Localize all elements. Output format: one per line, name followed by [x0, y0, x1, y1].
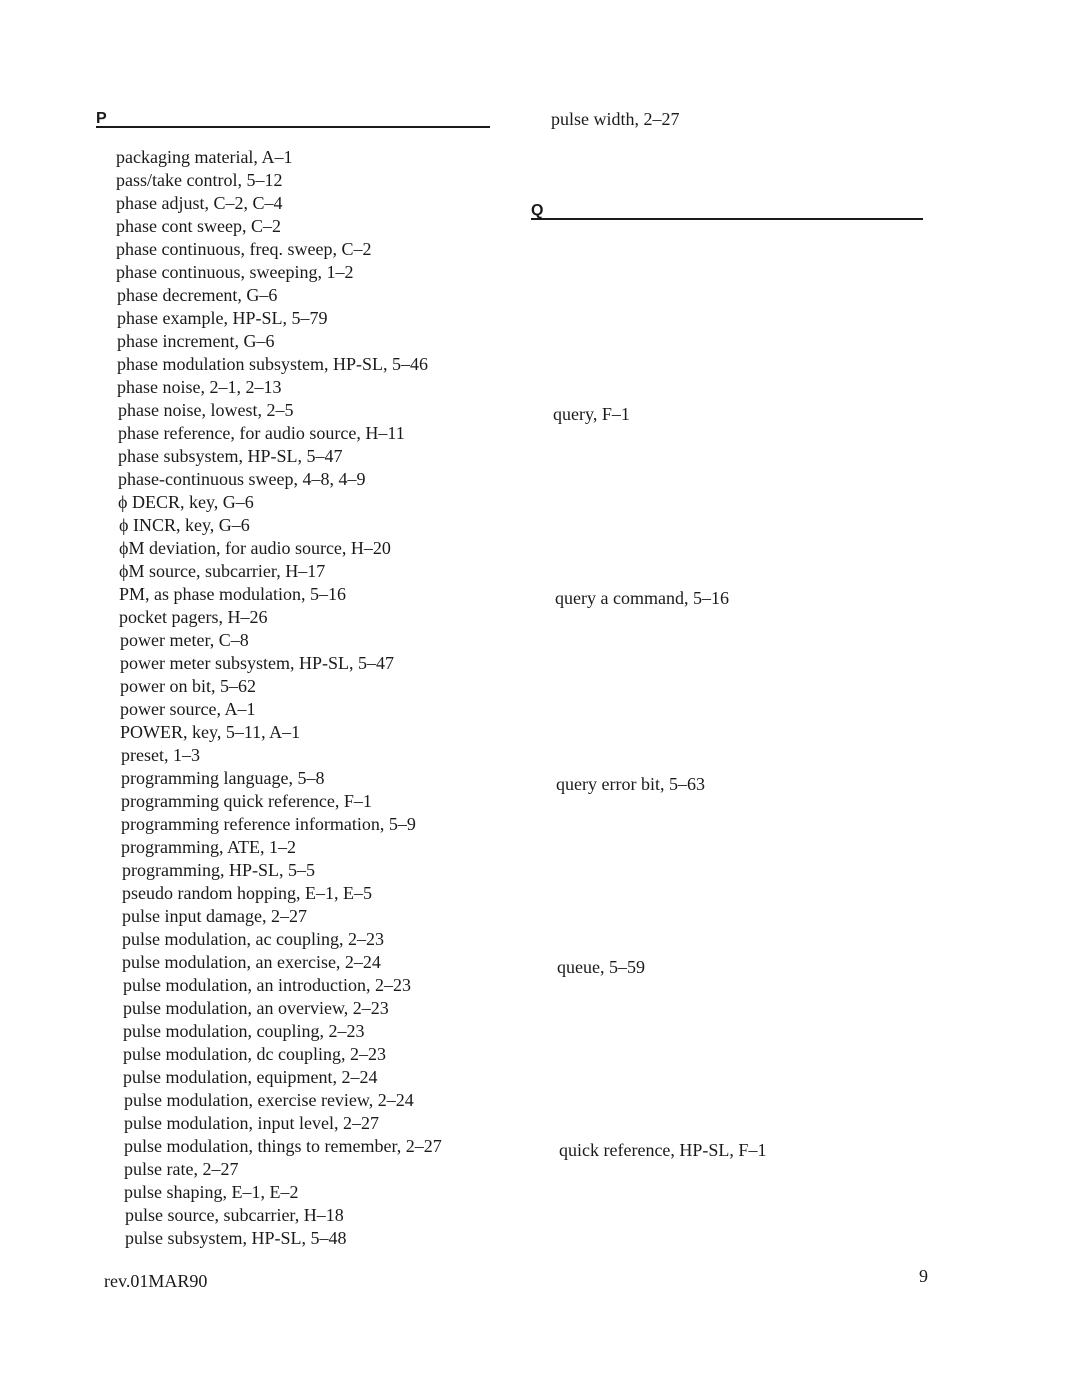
- index-entry: query a command, 5–16: [555, 588, 729, 608]
- index-entry: phase reference, for audio source, H–11: [118, 423, 405, 443]
- page-number: 9: [919, 1266, 928, 1286]
- index-entry: POWER, key, 5–11, A–1: [120, 722, 301, 742]
- index-entry: preset, 1–3: [121, 745, 200, 765]
- index-entry: programming reference information, 5–9: [121, 814, 416, 834]
- index-entry: ϕM source, subcarrier, H–17: [119, 561, 326, 581]
- index-entry: queue, 5–59: [557, 957, 645, 977]
- index-entry: phase example, HP-SL, 5–79: [117, 308, 328, 328]
- index-entry: programming language, 5–8: [121, 768, 325, 788]
- index-entry: pass/take control, 5–12: [116, 170, 283, 190]
- index-entry: ϕM deviation, for audio source, H–20: [119, 538, 391, 558]
- index-entry: query error bit, 5–63: [556, 774, 705, 794]
- index-entry: phase noise, 2–1, 2–13: [117, 377, 282, 397]
- index-entry: pulse modulation, equipment, 2–24: [123, 1067, 378, 1087]
- section-heading-p: P: [96, 110, 107, 127]
- index-entry: phase cont sweep, C–2: [116, 216, 281, 236]
- index-entry: pulse shaping, E–1, E–2: [124, 1182, 299, 1202]
- index-entry: PM, as phase modulation, 5–16: [119, 584, 346, 604]
- index-entry: pulse modulation, ac coupling, 2–23: [122, 929, 384, 949]
- index-entry: pulse source, subcarrier, H–18: [125, 1205, 344, 1225]
- index-entry: pulse subsystem, HP-SL, 5–48: [125, 1228, 347, 1248]
- index-entry: pulse modulation, coupling, 2–23: [123, 1021, 365, 1041]
- index-entry: power meter subsystem, HP-SL, 5–47: [120, 653, 394, 673]
- index-entry: pulse modulation, an introduction, 2–23: [123, 975, 411, 995]
- index-entry: pulse modulation, things to remember, 2–27: [124, 1136, 442, 1156]
- index-entry: power meter, C–8: [120, 630, 249, 650]
- index-entry: ϕ DECR, key, G–6: [118, 492, 254, 512]
- index-entry: phase modulation subsystem, HP-SL, 5–46: [117, 354, 428, 374]
- index-entry: pulse modulation, input level, 2–27: [124, 1113, 379, 1133]
- index-entry: quick reference, HP-SL, F–1: [559, 1140, 767, 1160]
- index-entry: phase decrement, G–6: [117, 285, 278, 305]
- index-entry: ϕ INCR, key, G–6: [119, 515, 250, 535]
- section-heading-q: Q: [531, 202, 544, 219]
- index-entry: pulse modulation, an exercise, 2–24: [122, 952, 381, 972]
- index-entry: pulse input damage, 2–27: [122, 906, 307, 926]
- index-entry: programming quick reference, F–1: [121, 791, 372, 811]
- index-entry: programming, ATE, 1–2: [121, 837, 296, 857]
- section-rule-p: [96, 126, 490, 128]
- index-entry: programming, HP-SL, 5–5: [122, 860, 315, 880]
- index-entry: pulse modulation, an overview, 2–23: [123, 998, 389, 1018]
- revision-label: rev.01MAR90: [104, 1271, 208, 1291]
- index-entry: phase increment, G–6: [117, 331, 275, 351]
- index-entry: pulse modulation, exercise review, 2–24: [124, 1090, 414, 1110]
- index-entry: power on bit, 5–62: [120, 676, 256, 696]
- index-entry: phase subsystem, HP-SL, 5–47: [118, 446, 343, 466]
- index-entry: power source, A–1: [120, 699, 256, 719]
- index-entry: pulse modulation, dc coupling, 2–23: [123, 1044, 386, 1064]
- index-entry: phase adjust, C–2, C–4: [116, 193, 283, 213]
- index-entry: phase-continuous sweep, 4–8, 4–9: [118, 469, 366, 489]
- index-entry: pulse rate, 2–27: [124, 1159, 239, 1179]
- index-entry: phase continuous, sweeping, 1–2: [116, 262, 354, 282]
- index-list-p: [116, 146, 536, 1250]
- index-entry: phase continuous, freq. sweep, C–2: [116, 239, 372, 259]
- index-entry: phase noise, lowest, 2–5: [118, 400, 294, 420]
- index-entry-continued: pulse width, 2–27: [551, 109, 680, 129]
- section-rule-q: [531, 218, 923, 220]
- index-entry: query, F–1: [553, 404, 630, 424]
- index-entry: pseudo random hopping, E–1, E–5: [122, 883, 372, 903]
- index-entry: packaging material, A–1: [116, 147, 293, 167]
- index-entry: pocket pagers, H–26: [119, 607, 268, 627]
